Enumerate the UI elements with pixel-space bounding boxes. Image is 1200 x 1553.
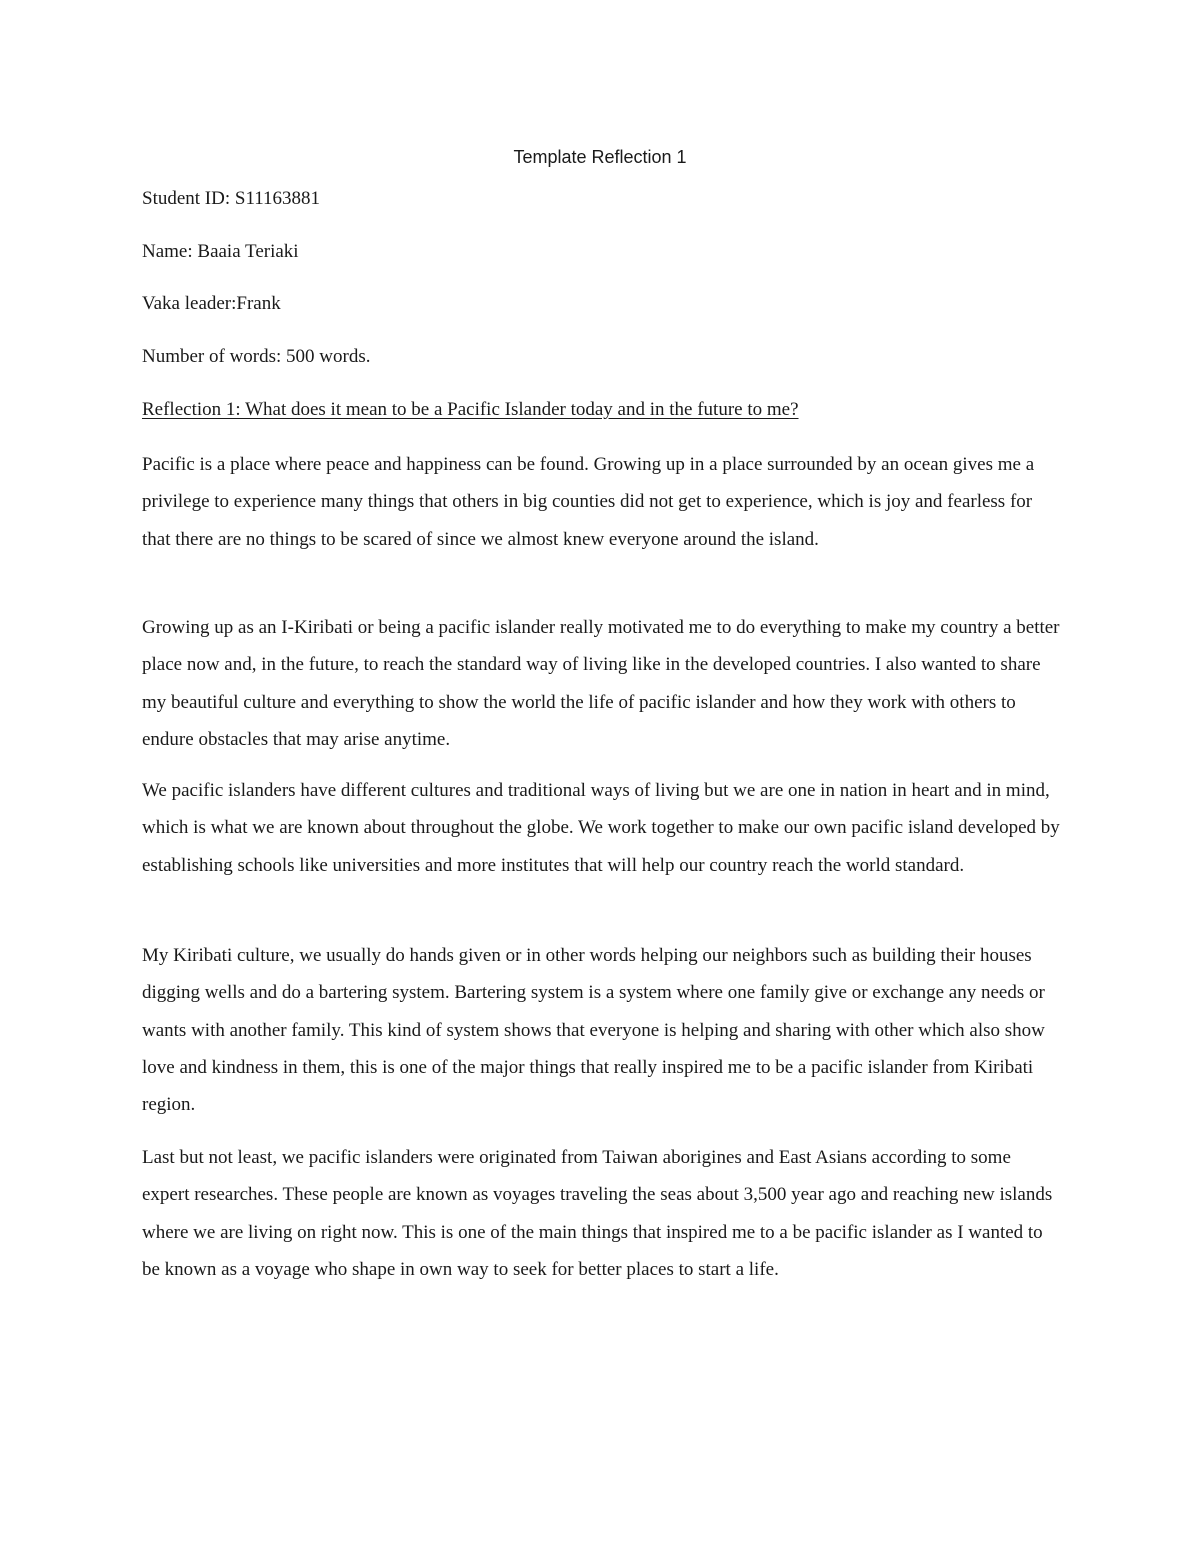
body-paragraph-4: My Kiribati culture, we usually do hands given or in other words helping our neighbors such as building their houses digging wells and do a bartering system. Bartering system is a system where one family give or exchange any needs or wants with another family. This kind of system shows that everyone is helping and sharing with other which also show love and kindness in them, this is one of the major things that really inspired me to be a pacific islander from Kiribati region. <box>142 945 1045 1116</box>
document-title: Template Reflection 1 <box>513 147 687 167</box>
vaka-leader-line: Vaka leader:Frank <box>142 293 281 314</box>
word-count-line: Number of words: 500 words. <box>142 346 371 367</box>
body-paragraph-3: We pacific islanders have different cultures and traditional ways of living but we are one in nation in heart and in mind, which is what we are known about throughout the globe. We work together to make our own pacific island developed by establishing schools like universities and more institutes that will help our country reach the world standard. <box>142 780 1060 876</box>
student-name-line: Name: Baaia Teriaki <box>142 241 299 262</box>
body-paragraph-1: Pacific is a place where peace and happiness can be found. Growing up in a place surrounded by an ocean gives me a privilege to experience many things that others in big counties did not get to experience, which is joy and fearless for that there are no things to be scared of since we almost knew everyone around the island. <box>142 454 1035 550</box>
reflection-heading: Reflection 1: What does it mean to be a Pacific Islander today and in the future to me? <box>142 399 799 420</box>
body-paragraph-2: Growing up as an I-Kiribati or being a pacific islander really motivated me to do everything to make my country a better place now and, in the future, to reach the standard way of living like in the developed countries. I also wanted to share my beautiful culture and everything to show the world the life of pacific islander and how they work with others to endure obstacles that may arise anytime. <box>142 617 1060 750</box>
body-paragraph-5: Last but not least, we pacific islanders were originated from Taiwan aborigines and East Asians according to some expert researches. These people are known as voyages traveling the seas about 3,500 year ago and reaching new islands where we are living on right now. This is one of the main things that inspired me to a be pacific islander as I wanted to be known as a voyage who shape in own way to seek for better places to start a life. <box>142 1147 1053 1280</box>
student-id-line: Student ID: S11163881 <box>142 188 321 209</box>
